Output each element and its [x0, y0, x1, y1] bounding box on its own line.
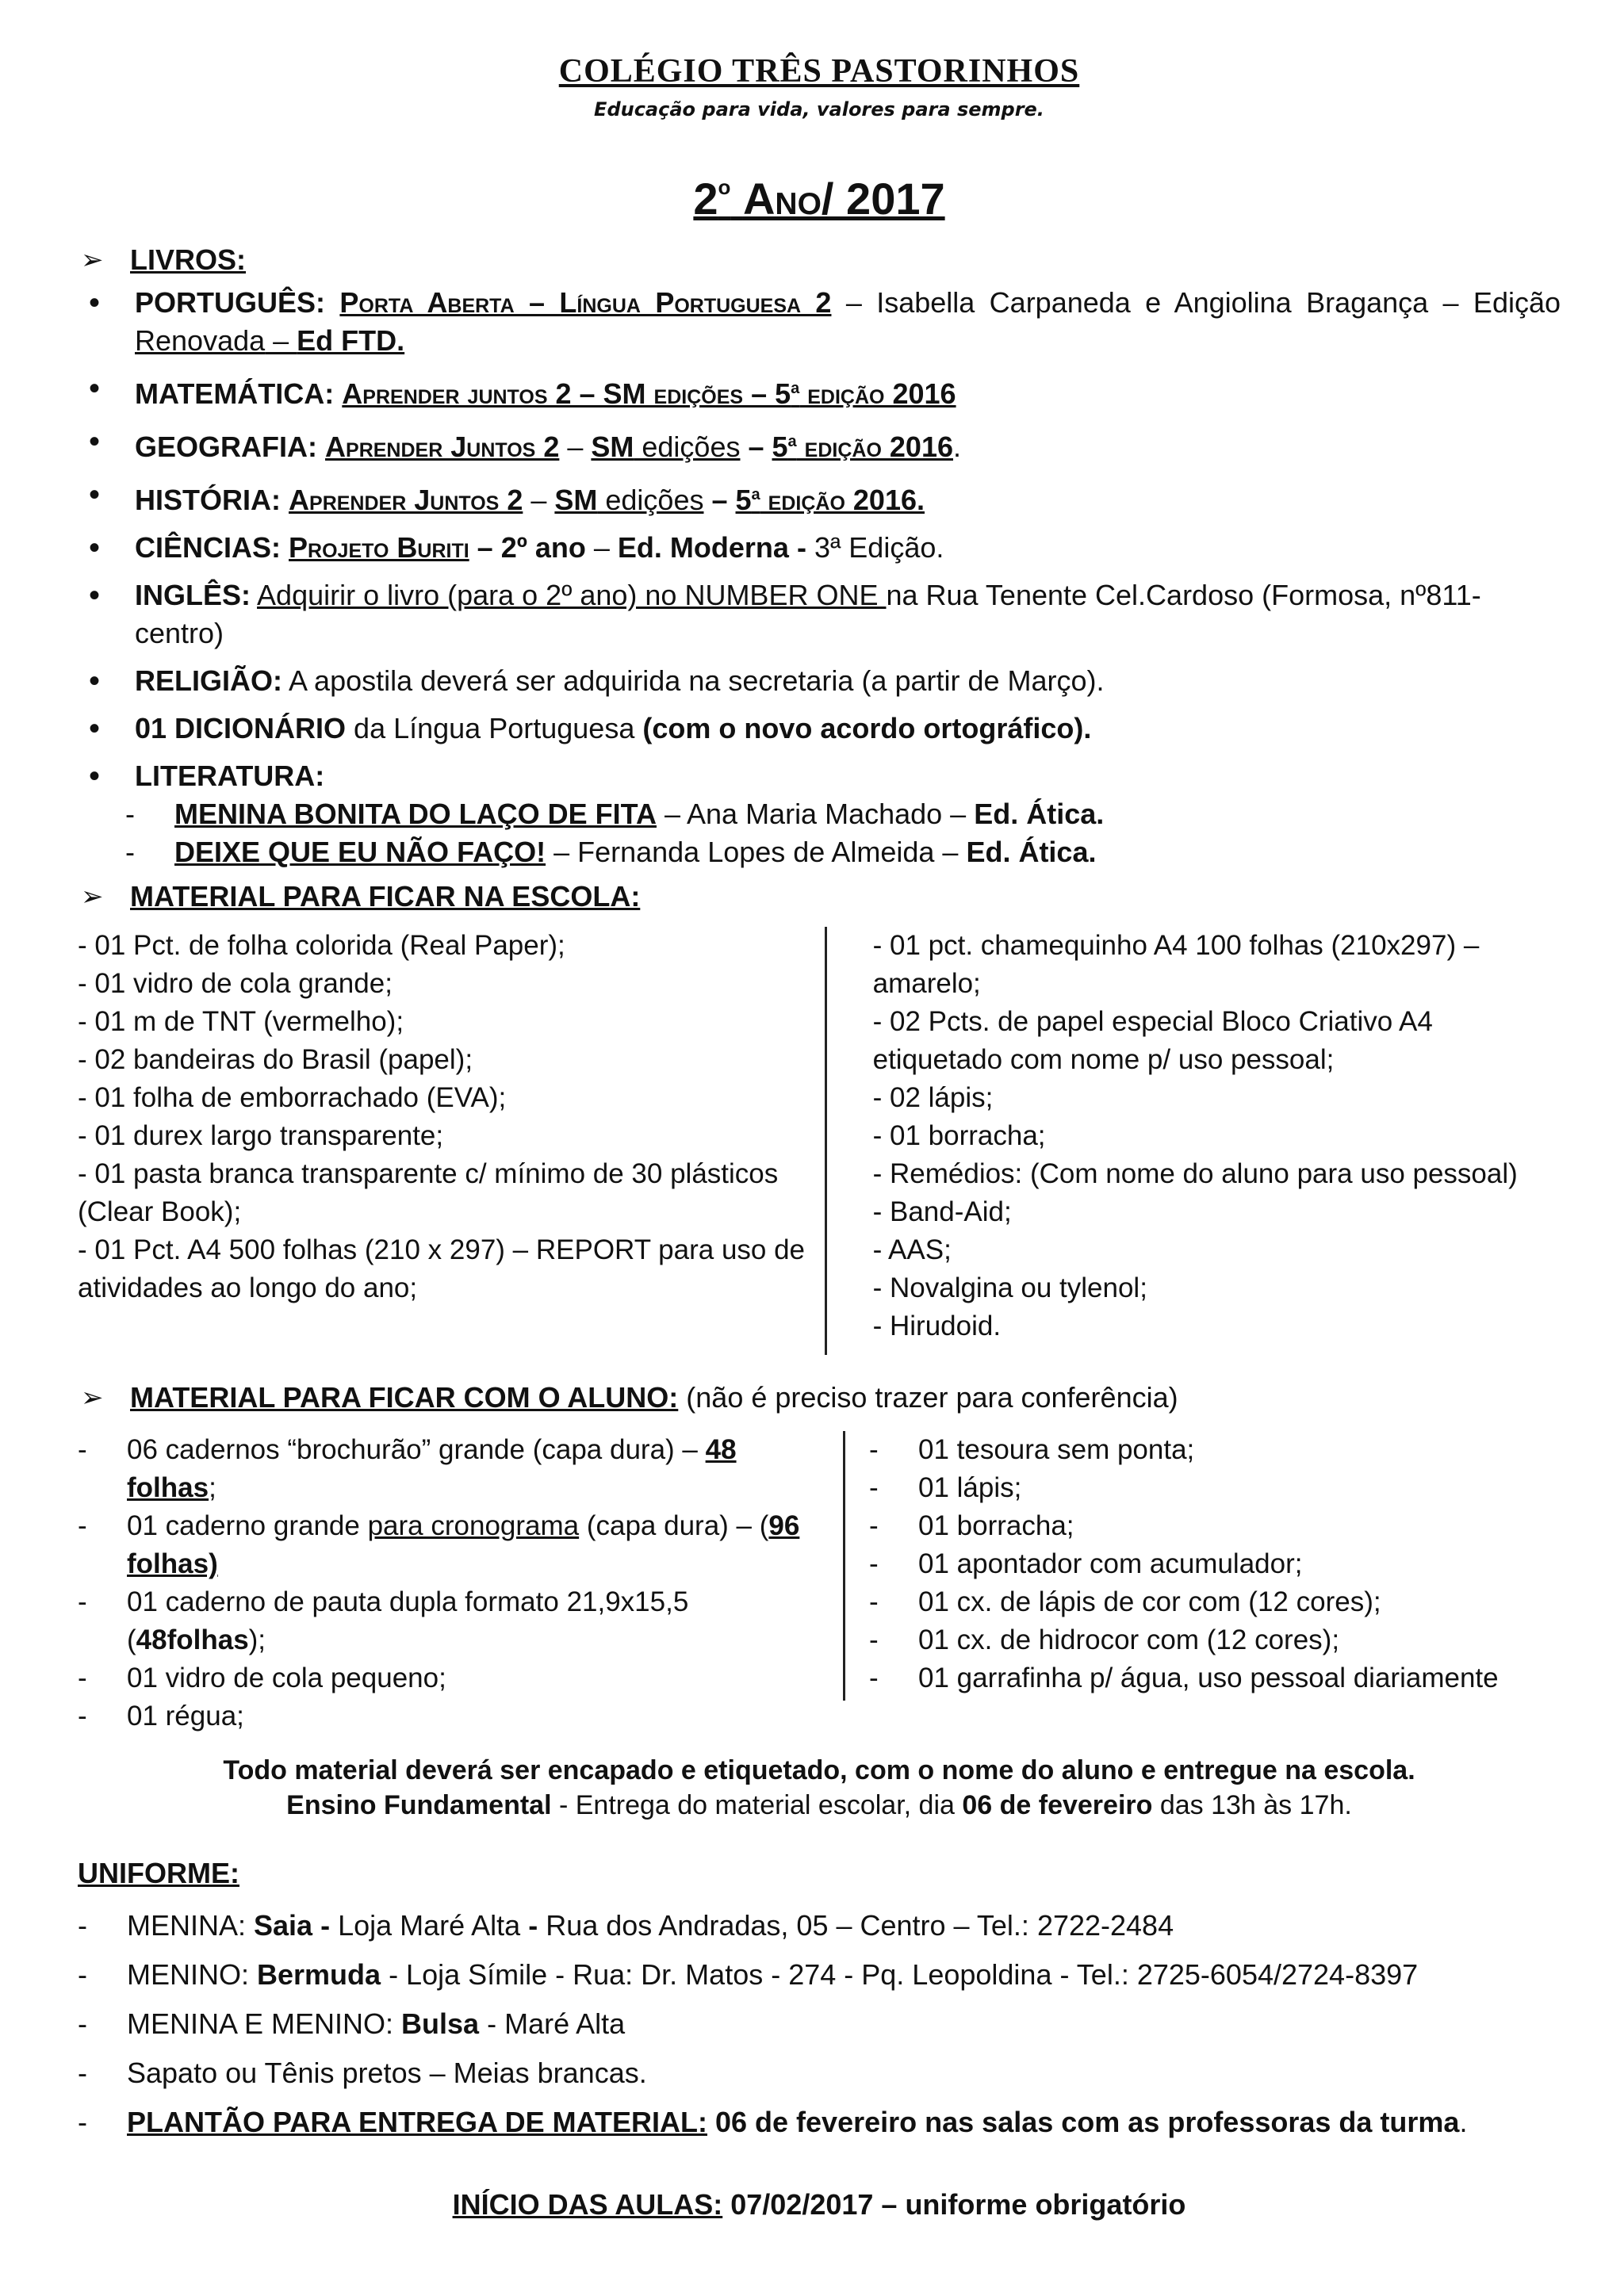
- books-list: [78, 284, 1561, 795]
- list-item: - Hirudoid.: [872, 1311, 1002, 1341]
- literatura-item: - MENINA BONITA DO LAÇO DE FITA – Ana Maria Machado – Ed. Ática.: [125, 798, 1105, 830]
- book-literatura: • LITERATURA:: [78, 757, 1561, 795]
- list-item: - 01 tesoura sem ponta;: [869, 1434, 1195, 1465]
- list-item: - AAS;: [872, 1234, 952, 1265]
- inicio-das-aulas: INÍCIO DAS AULAS: 07/02/2017 – uniforme obrigatório: [452, 2188, 1186, 2221]
- literatura-item: - DEIXE QUE EU NÃO FAÇO! – Fernanda Lopes de Almeida – Ed. Ática.: [125, 836, 1097, 868]
- material-aluno-right: [845, 1431, 1543, 1735]
- list-item: - 01 folha de emborrachado (EVA);: [78, 1082, 507, 1113]
- list-item: - Novalgina ou tylenol;: [872, 1272, 1147, 1303]
- note-line: Todo material deverá ser encapado e etiquetado, com o nome do aluno e entregue na escola.: [223, 1755, 1415, 1785]
- book-ciencias: • CIÊNCIAS: Projeto Buriti – 2º ano – Ed. Moderna - 3ª Edição.: [78, 529, 1561, 567]
- list-item: - 01 pasta branca transparente c/ mínimo de 30 plásticos (Clear Book);: [78, 1158, 779, 1227]
- list-item: - PLANTÃO PARA ENTREGA DE MATERIAL: 06 de fevereiro nas salas com as professoras da turma.: [78, 2106, 1468, 2138]
- arrowhead-icon: ➢: [81, 245, 104, 275]
- book-matematica: • MATEMÁTICA: Aprender juntos 2 – SM edições – 5$^a$ edição 2016: [78, 369, 1561, 413]
- arrowhead-icon: ➢: [81, 882, 104, 912]
- list-item: - 01 borracha;: [872, 1120, 1046, 1151]
- list-item: - 01 régua;: [78, 1701, 244, 1732]
- book-religiao: • RELIGIÃO: A apostila deverá ser adquirida na secretaria (a partir de Março).: [78, 662, 1561, 700]
- list-item: - 01 m de TNT (vermelho);: [78, 1006, 404, 1037]
- school-slogan: Educação para vida, valores para sempre.: [594, 98, 1044, 121]
- material-aluno-columns: [78, 1431, 1561, 1735]
- list-item: - 01 caderno de pauta dupla formato 21,9x15,5 (48folhas);: [78, 1586, 689, 1655]
- list-item: - 01 cx. de hidrocor com (12 cores);: [869, 1624, 1340, 1655]
- book-dicionario: • 01 DICIONÁRIO da Língua Portuguesa (com o novo acordo ortográfico).: [78, 710, 1561, 748]
- note-line: Ensino Fundamental - Entrega do material escolar, dia 06 de fevereiro das 13h às 17h.: [286, 1790, 1352, 1820]
- list-item: - 01 vidro de cola grande;: [78, 968, 393, 999]
- list-item: - 02 lápis;: [872, 1082, 994, 1113]
- section-material-aluno: ➢ MATERIAL PARA FICAR COM O ALUNO: (não é preciso trazer para conferência): [78, 1379, 1561, 1417]
- list-item: - 01 Pct. de folha colorida (Real Paper);: [78, 930, 565, 961]
- material-escola-left: [78, 927, 825, 1355]
- list-item: - 01 Pct. A4 500 folhas (210 x 297) – REPORT para uso de atividades ao longo do ano;: [78, 1234, 806, 1303]
- list-item: - MENINO: Bermuda - Loja Símile - Rua: Dr. Matos - 274 - Pq. Leopoldina - Tel.: 2725-6054/2724-8397: [78, 1958, 1419, 1991]
- book-ingles: • INGLÊS: Adquirir o livro (para o 2º ano) no NUMBER ONE na Rua Tenente Cel.Cardoso (Formosa, nº811-centro): [78, 576, 1561, 652]
- list-item: - 01 vidro de cola pequeno;: [78, 1663, 446, 1693]
- grade-title: 2$^o$ Ano/ 2017: [693, 174, 945, 224]
- material-escola-right: [827, 927, 1561, 1355]
- list-item: - 01 borracha;: [869, 1510, 1074, 1541]
- section-livros: ➢ LIVROS:: [78, 241, 1561, 279]
- list-item: - 01 cx. de lápis de cor com (12 cores);: [869, 1586, 1381, 1617]
- section-material-escola: ➢ MATERIAL PARA FICAR NA ESCOLA:: [78, 878, 1561, 916]
- list-item: - 01 caderno grande para cronograma (capa dura) – (96 folhas): [78, 1510, 800, 1579]
- list-item: - Sapato ou Tênis pretos – Meias brancas.: [78, 2057, 647, 2089]
- list-item: - 01 lápis;: [869, 1472, 1022, 1503]
- book-portugues: • PORTUGUÊS: Porta Aberta – Língua Portuguesa 2 – Isabella Carpaneda e Angiolina Bragança – Edição Renovada – Ed FTD.: [78, 284, 1561, 360]
- arrowhead-icon: ➢: [81, 1383, 104, 1413]
- section-uniforme: [78, 1854, 1561, 2141]
- uniforme-title: UNIFORME:: [78, 1857, 239, 1889]
- list-item: - MENINA: Saia - Loja Maré Alta - Rua dos Andradas, 05 – Centro – Tel.: 2722-2484: [78, 1909, 1174, 1942]
- material-aluno-left: [78, 1431, 843, 1735]
- list-item: - 02 Pcts. de papel especial Bloco Criativo A4 etiquetado com nome p/ uso pessoal;: [872, 1006, 1433, 1075]
- list-item: - 06 cadernos “brochurão” grande (capa dura) – 48 folhas;: [78, 1434, 737, 1503]
- list-item: - MENINA E MENINO: Bulsa - Maré Alta: [78, 2007, 626, 2040]
- list-item: - 01 durex largo transparente;: [78, 1120, 444, 1151]
- school-name: COLÉGIO TRÊS PASTORINHOS: [558, 53, 1080, 90]
- list-item: - 01 apontador com acumulador;: [869, 1548, 1303, 1579]
- list-item: - 01 pct. chamequinho A4 100 folhas (210x297) – amarelo;: [872, 930, 1480, 999]
- list-item: - Remédios: (Com nome do aluno para uso pessoal): [872, 1158, 1518, 1189]
- book-historia: • HISTÓRIA: Aprender Juntos 2 – SM edições – 5$^a$ edição 2016.: [78, 476, 1561, 519]
- delivery-notes: [78, 1753, 1561, 1823]
- list-item: - 02 bandeiras do Brasil (papel);: [78, 1044, 473, 1075]
- list-item: - 01 garrafinha p/ água, uso pessoal diariamente: [869, 1663, 1499, 1693]
- material-escola-columns: [78, 927, 1561, 1355]
- book-geografia: • GEOGRAFIA: Aprender Juntos 2 – SM edições – 5$^a$ edição 2016.: [78, 423, 1561, 466]
- list-item: - Band-Aid;: [872, 1196, 1012, 1227]
- document-page: [78, 48, 1561, 2224]
